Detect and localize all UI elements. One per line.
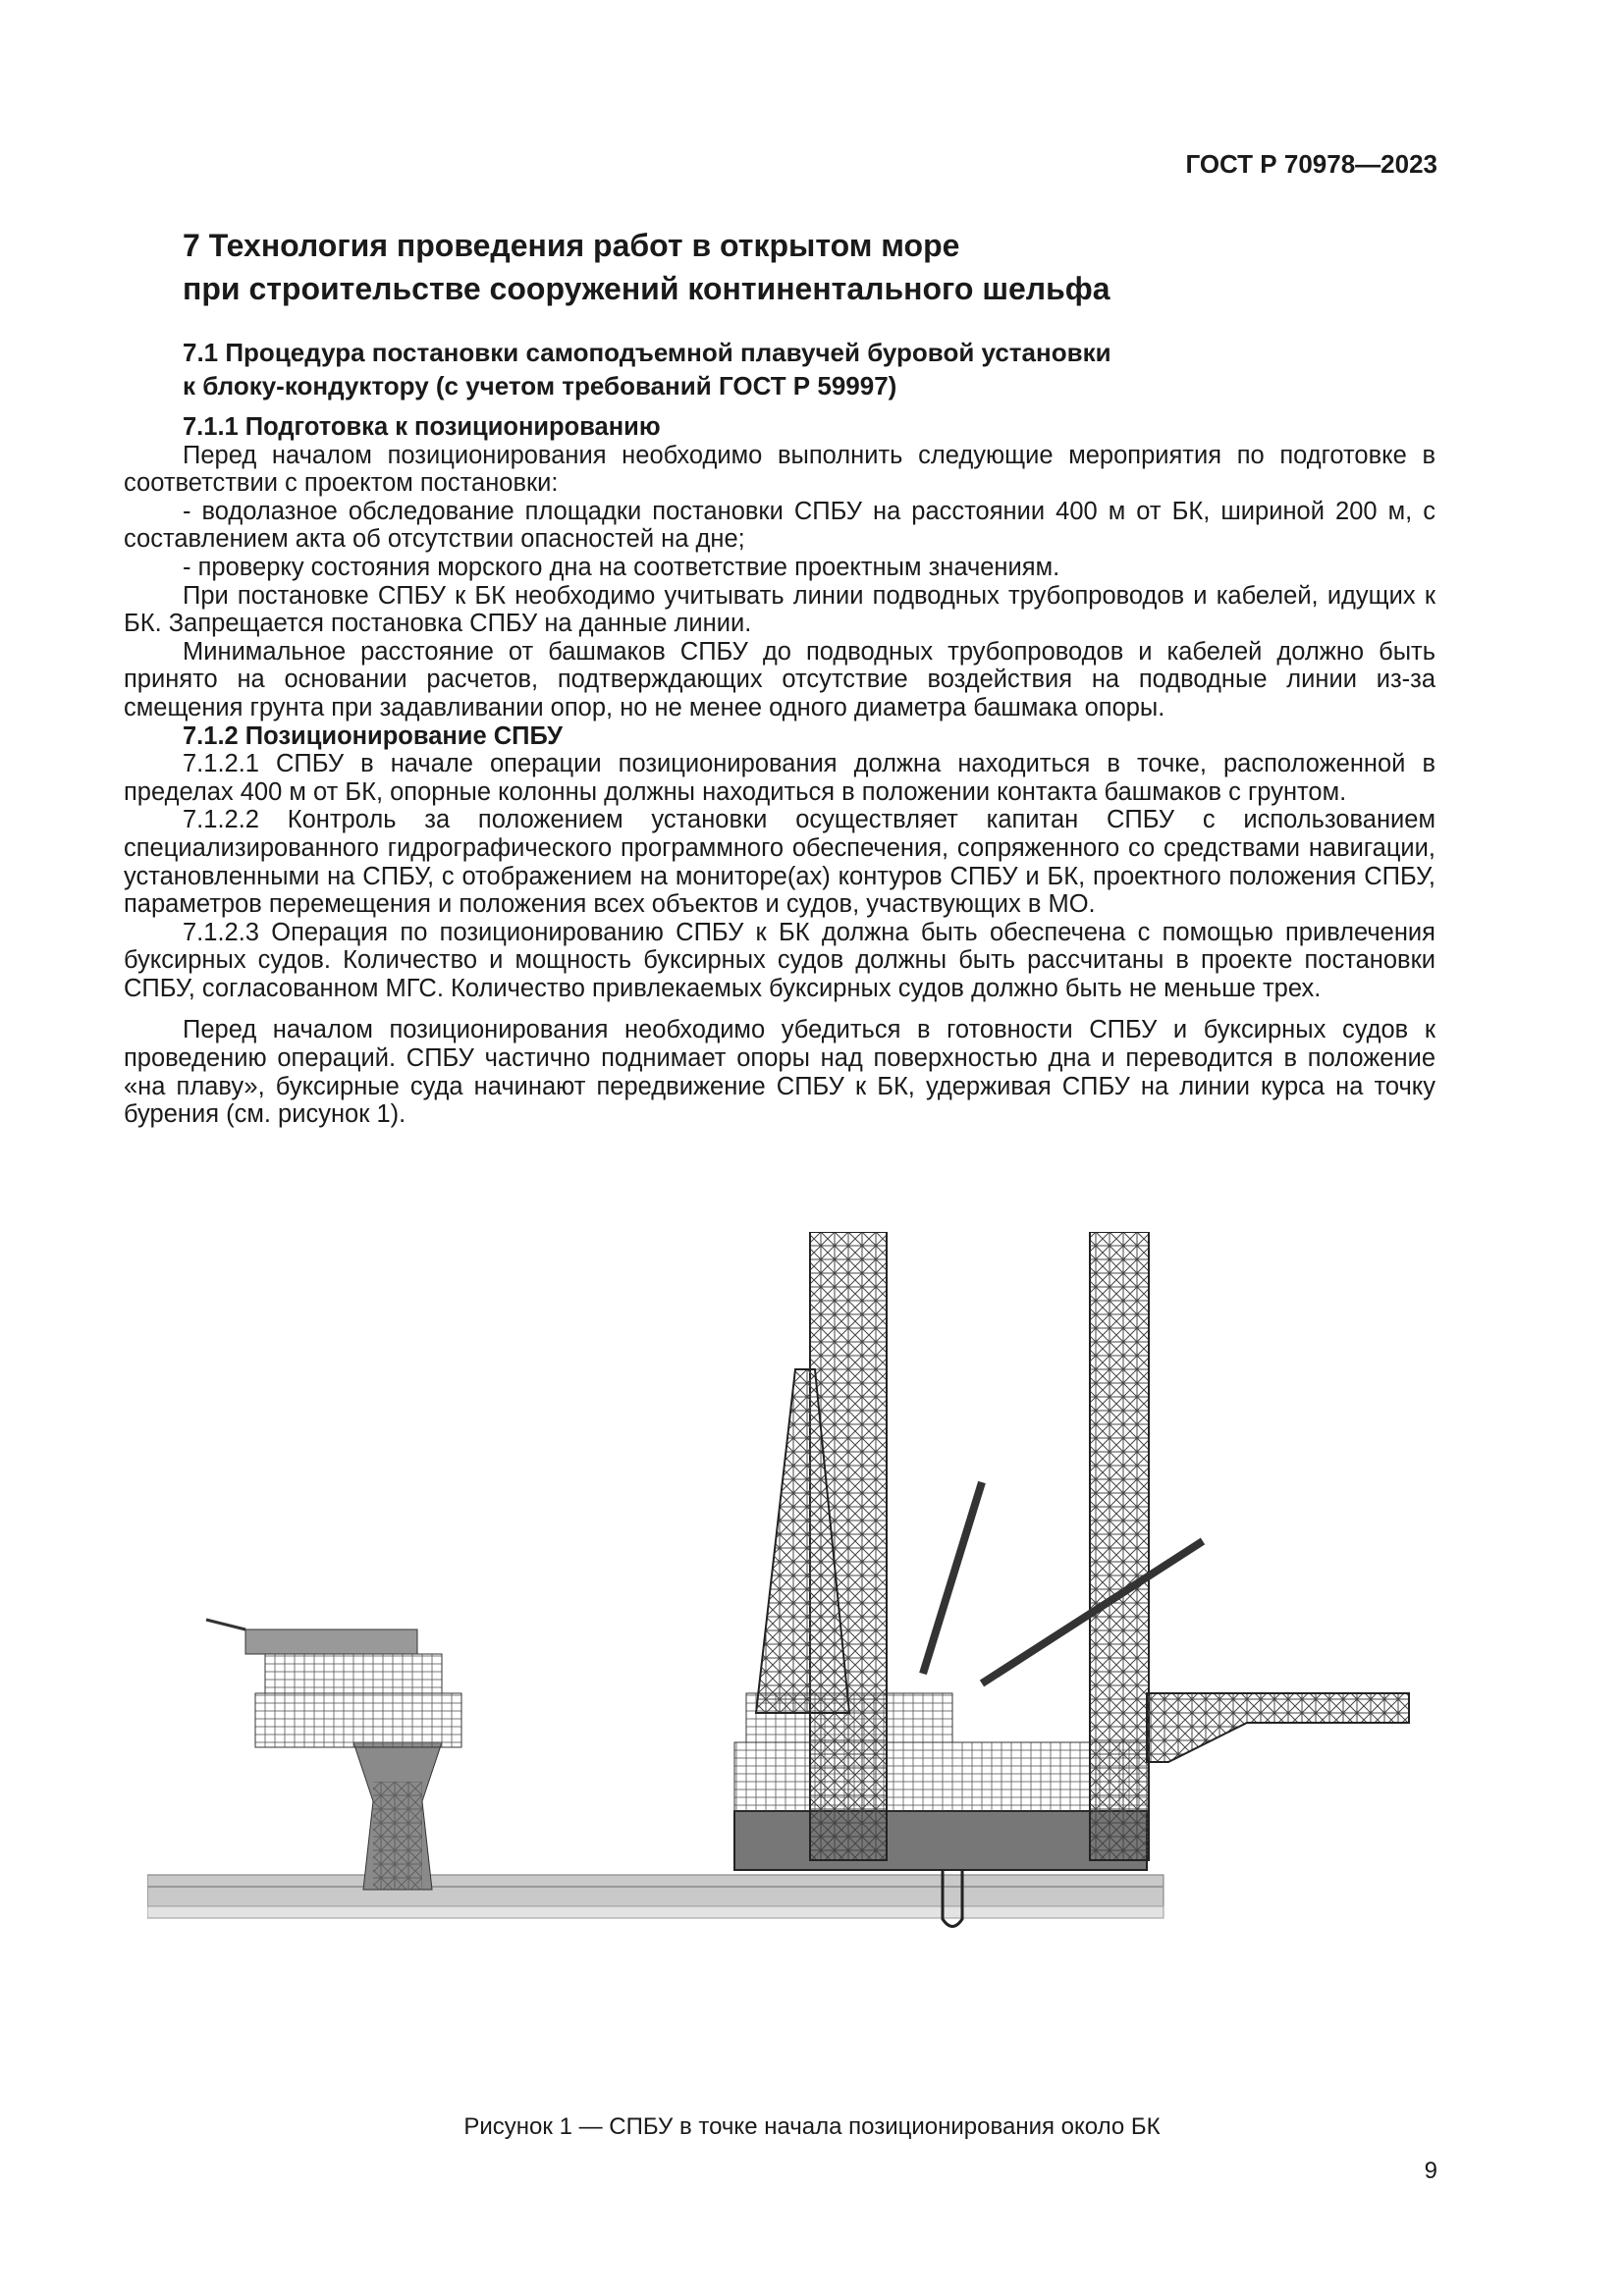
conductor-platform: [206, 1620, 461, 1890]
list-item: - проверку состояния морского дна на соответствие проектным значениям.: [183, 553, 1060, 581]
seabed: [147, 1875, 1164, 1906]
paragraph: Минимальное расстояние от башмаков СПБУ до подводных трубопроводов и кабелей должно быть принято на основании расчетов, подтверждающих отсутствие воздействия на подводные линии из-за смещения грунта при задавливании опор, но не менее одного диаметра башмака опоры.: [124, 637, 1435, 721]
cantilever-deck: [1147, 1693, 1409, 1762]
paragraph: 7.1.2.2 Контроль за положением установки осуществляет капитан СПБУ с использованием специализированного гидрографического программного обеспечения, сопряженного со средствами навигации, установленными на СПБУ, с отображением на мониторе(ах) контуров СПБУ и БК, проектного положения СПБУ, параметров перемещения и положения всех объектов и судов, участвующих в МО.: [124, 806, 1435, 919]
document-code: ГОСТ Р 70978—2023: [1185, 149, 1437, 179]
subsection-title-line-2: к блоку-кондуктору (с учетом требований ГОСТ Р 59997): [183, 371, 897, 400]
jackup-hull: [734, 1693, 1147, 1870]
body-text: [124, 413, 1435, 1129]
section-title: [183, 224, 1110, 310]
paragraph: Перед началом позиционирования необходимо выполнить следующие мероприятия по подготовке в соответствии с проектом постановки:: [124, 441, 1435, 498]
figure-jackup-rig: [147, 1232, 1424, 1683]
jackup-rig-illustration: [147, 1232, 1424, 2115]
section-title-line-1: 7 Технология проведения работ в открытом море: [183, 228, 960, 263]
leg-right: [1090, 1232, 1149, 1860]
subsection-title: [183, 336, 1111, 402]
paragraph: Перед началом позиционирования необходимо убедиться в готовности СПБУ и буксирных судов к проведению операций. СПБУ частично поднимает опоры над поверхностью дна и переводится в положение «на плаву», буксирные суда начинают передвижение СПБУ к БК, удерживая СПБУ на линии курса на точку бурения (см. рисунок 1).: [124, 1016, 1435, 1129]
page-number: 9: [1424, 2158, 1437, 2184]
paragraph: 7.1.2.1 СПБУ в начале операции позиционирования должна находиться в точке, расположенной в пределах 400 м от БК, опорные колонны должны находиться в положении контакта башмаков с грунтом.: [124, 750, 1435, 806]
clause-7-1-2-heading: 7.1.2 Позиционирование СПБУ: [183, 721, 564, 750]
paragraph: При постановке СПБУ к БК необходимо учитывать линии подводных трубопроводов и кабелей, идущих к БК. Запрещается постановка СПБУ на данные линии.: [124, 581, 1435, 638]
section-title-line-2: при строительстве сооружений континентального шельфа: [183, 271, 1110, 306]
figure-caption: Рисунок 1 — СПБУ в точке начала позиционирования около БК: [463, 2113, 1161, 2140]
paragraph: 7.1.2.3 Операция по позиционированию СПБУ к БК должна быть обеспечена с помощью привлечения буксирных судов. Количество и мощность буксирных судов должны быть рассчитаны в проекте постановки СПБУ, согласованном МГС. Количество привлекаемых буксирных судов должно быть не меньше трех.: [124, 918, 1435, 1002]
crane-boom-left: [923, 1482, 982, 1674]
clause-7-1-1-heading: 7.1.1 Подготовка к позиционированию: [183, 413, 661, 441]
list-item: - водолазное обследование площадки постановки СПБУ на расстоянии 400 м от БК, шириной 200 м, с составлением акта об отсутствии опасностей на дне;: [124, 497, 1435, 554]
subsection-title-line-1: 7.1 Процедура постановки самоподъемной плавучей буровой установки: [183, 338, 1111, 367]
